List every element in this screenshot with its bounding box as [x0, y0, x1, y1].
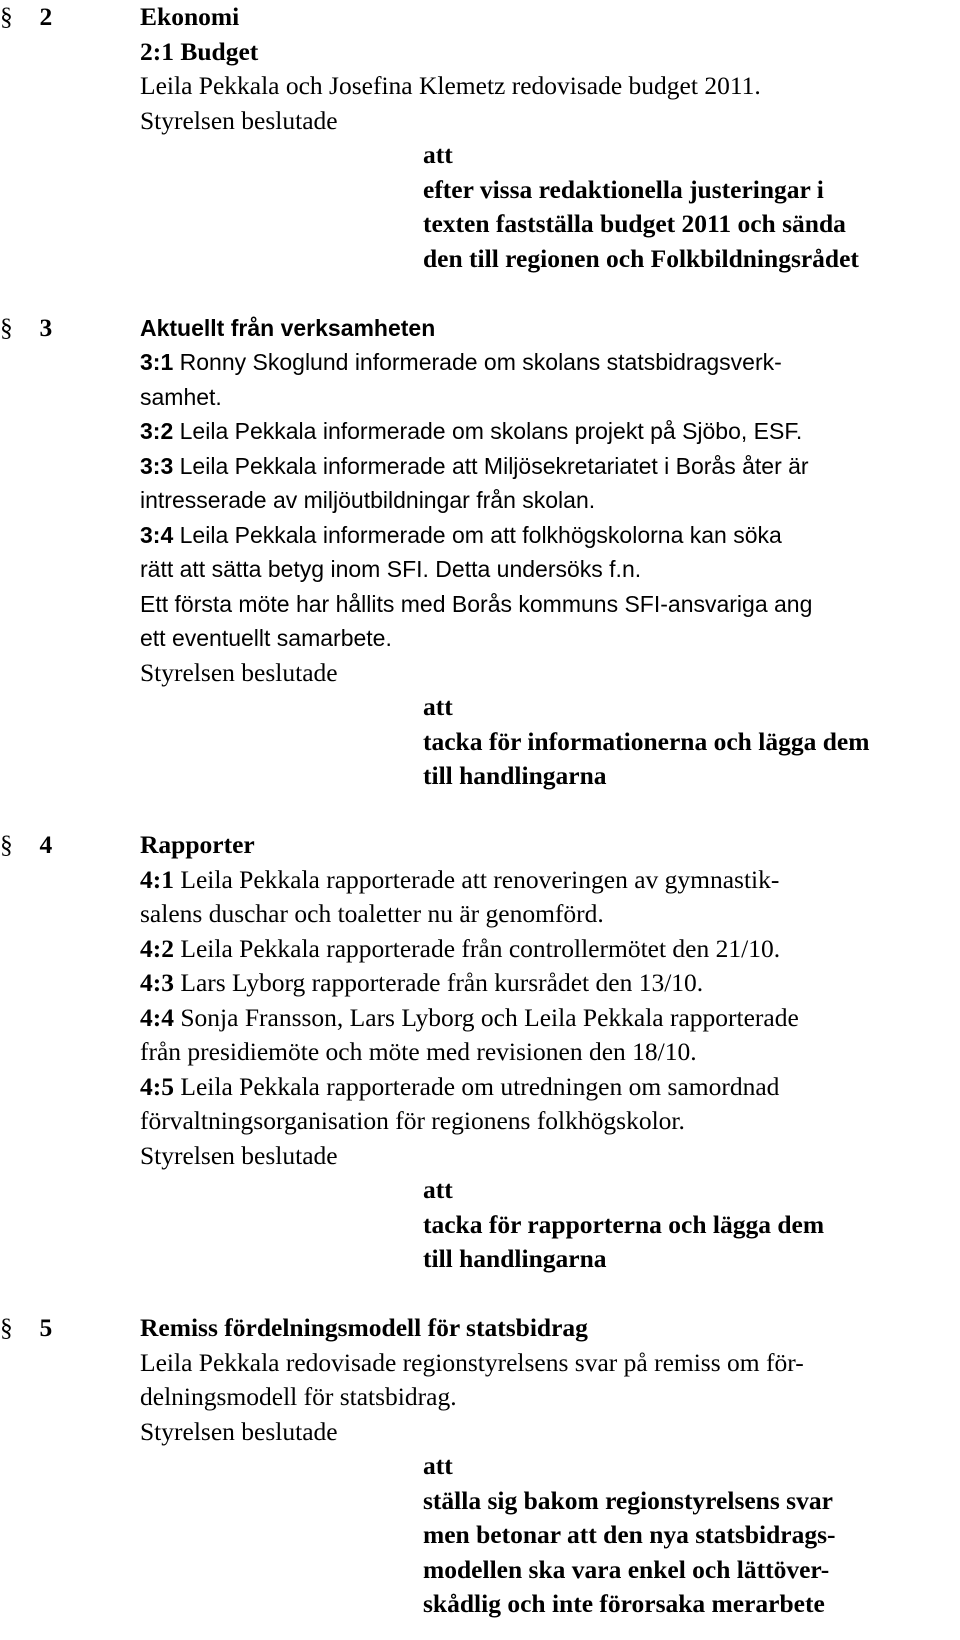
item-text: Ronny Skoglund informerade om skolans statsbidragsverk-	[179, 349, 782, 375]
section-4	[0, 828, 960, 1277]
item-line	[140, 518, 960, 553]
item-label: 3:2	[140, 418, 174, 444]
section-number	[0, 311, 130, 346]
section-title: Rapporter	[140, 830, 255, 859]
section-title: Ekonomi	[140, 2, 240, 31]
section-title: Remiss fördelningsmodell för statsbidrag	[140, 1313, 588, 1342]
item-line	[140, 1001, 960, 1036]
item-label: 4:5	[140, 1071, 174, 1101]
section-number-value: 5	[39, 1313, 53, 1342]
decision-att: att	[423, 692, 453, 721]
decision-block	[140, 138, 960, 276]
decision-line: skådlig och inte förorsaka merarbete	[423, 1589, 825, 1618]
paragraph-symbol: §	[0, 830, 13, 859]
item-line: ett eventuellt samarbete.	[140, 625, 392, 651]
resolution-text: Styrelsen beslutade	[140, 1140, 338, 1170]
item-text: Sonja Fransson, Lars Lyborg och Leila Pekkala rapporterade	[180, 1002, 799, 1032]
section-number-value: 4	[39, 830, 53, 859]
item-line	[140, 414, 960, 449]
item-text-line: Leila Pekkala och Josefina Klemetz redovisade budget 2011.	[140, 71, 761, 100]
section-2	[0, 0, 960, 276]
item-line	[140, 932, 960, 967]
item-label: 4:4	[140, 1002, 174, 1032]
item-label: 3:3	[140, 452, 174, 479]
paragraph-symbol: §	[0, 312, 13, 342]
item-text: Leila Pekkala informerade om att folkhögskolorna kan söka	[179, 521, 782, 548]
decision-line: till handlingarna	[423, 1244, 607, 1273]
item-text: Lars Lyborg rapporterade från kursrådet den 13/10.	[180, 968, 704, 997]
decision-block	[140, 690, 960, 794]
item-text: Leila Pekkala informerade att Miljösekretariatet i Borås åter är	[179, 452, 809, 479]
decision-line: ställa sig bakom regionstyrelsens svar	[423, 1485, 833, 1515]
item-label: 3:4	[140, 521, 174, 548]
decision-att: att	[423, 1175, 453, 1204]
resolution-text: Styrelsen beslutade	[140, 105, 338, 135]
resolution-text: Styrelsen beslutade	[140, 657, 338, 687]
decision-line: men betonar att den nya statsbidrags-	[423, 1520, 836, 1549]
item-text: Leila Pekkala rapporterade att renoveringen av gymnastik-	[180, 864, 780, 894]
item-label: 3:1	[140, 349, 174, 375]
item-text: Leila Pekkala informerade om skolans projekt på Sjöbo, ESF.	[179, 418, 803, 444]
item-line: Leila Pekkala redovisade regionstyrelsens svar på remiss om för-	[140, 1347, 804, 1377]
item-line	[140, 345, 960, 380]
item-line: samhet.	[140, 383, 222, 410]
section-number-value: 3	[39, 312, 53, 342]
item-line	[140, 1070, 960, 1105]
decision-line: texten fastställa budget 2011 och sända	[423, 209, 846, 238]
decision-line: till handlingarna	[423, 761, 607, 790]
item-line	[140, 449, 960, 484]
item-line: från presidiemöte och möte med revisionen den 18/10.	[140, 1037, 697, 1066]
decision-line: tacka för rapporterna och lägga dem	[423, 1209, 825, 1239]
section-number	[0, 1311, 130, 1346]
section-3	[0, 311, 960, 794]
decision-line: den till regionen och Folkbildningsrådet	[423, 243, 859, 273]
decision-line: efter vissa redaktionella justeringar i	[423, 174, 824, 204]
item-text: Leila Pekkala rapporterade om utredningen om samordnad	[180, 1071, 780, 1101]
item-line: intresserade av miljöutbildningar från skolan.	[140, 487, 596, 513]
item-label: 4:1	[140, 864, 174, 894]
section-5	[0, 1311, 960, 1622]
item-line: Ett första möte har hållits med Borås kommuns SFI-ansvariga ang	[140, 590, 813, 617]
item-label: 4:2	[140, 933, 174, 963]
item-line: förvaltningsorganisation för regionens folkhögskolor.	[140, 1106, 685, 1135]
section-title: Aktuellt från verksamheten	[140, 314, 436, 341]
paragraph-symbol: §	[0, 1313, 13, 1342]
item-line	[140, 863, 960, 898]
paragraph-symbol: §	[0, 2, 13, 31]
item-line: rätt att sätta betyg inom SFI. Detta undersöks f.n.	[140, 556, 642, 582]
section-number-value: 2	[39, 2, 53, 31]
decision-line: modellen ska vara enkel och lättöver-	[423, 1554, 830, 1584]
item-label: 2:1 Budget	[140, 36, 259, 66]
decision-att: att	[423, 140, 453, 169]
decision-block	[140, 1449, 960, 1622]
resolution-text: Styrelsen beslutade	[140, 1416, 338, 1446]
decision-att: att	[423, 1451, 453, 1480]
item-text: Leila Pekkala rapporterade från controllermötet den 21/10.	[180, 933, 781, 963]
item-label: 4:3	[140, 968, 174, 997]
item-line: salens duschar och toaletter nu är genomförd.	[140, 899, 604, 928]
decision-block	[140, 1173, 960, 1277]
section-number	[0, 0, 130, 35]
decision-line: tacka för informationerna och lägga dem	[423, 726, 870, 756]
item-line	[140, 966, 960, 1001]
section-number	[0, 828, 130, 863]
item-line: delningsmodell för statsbidrag.	[140, 1382, 457, 1411]
